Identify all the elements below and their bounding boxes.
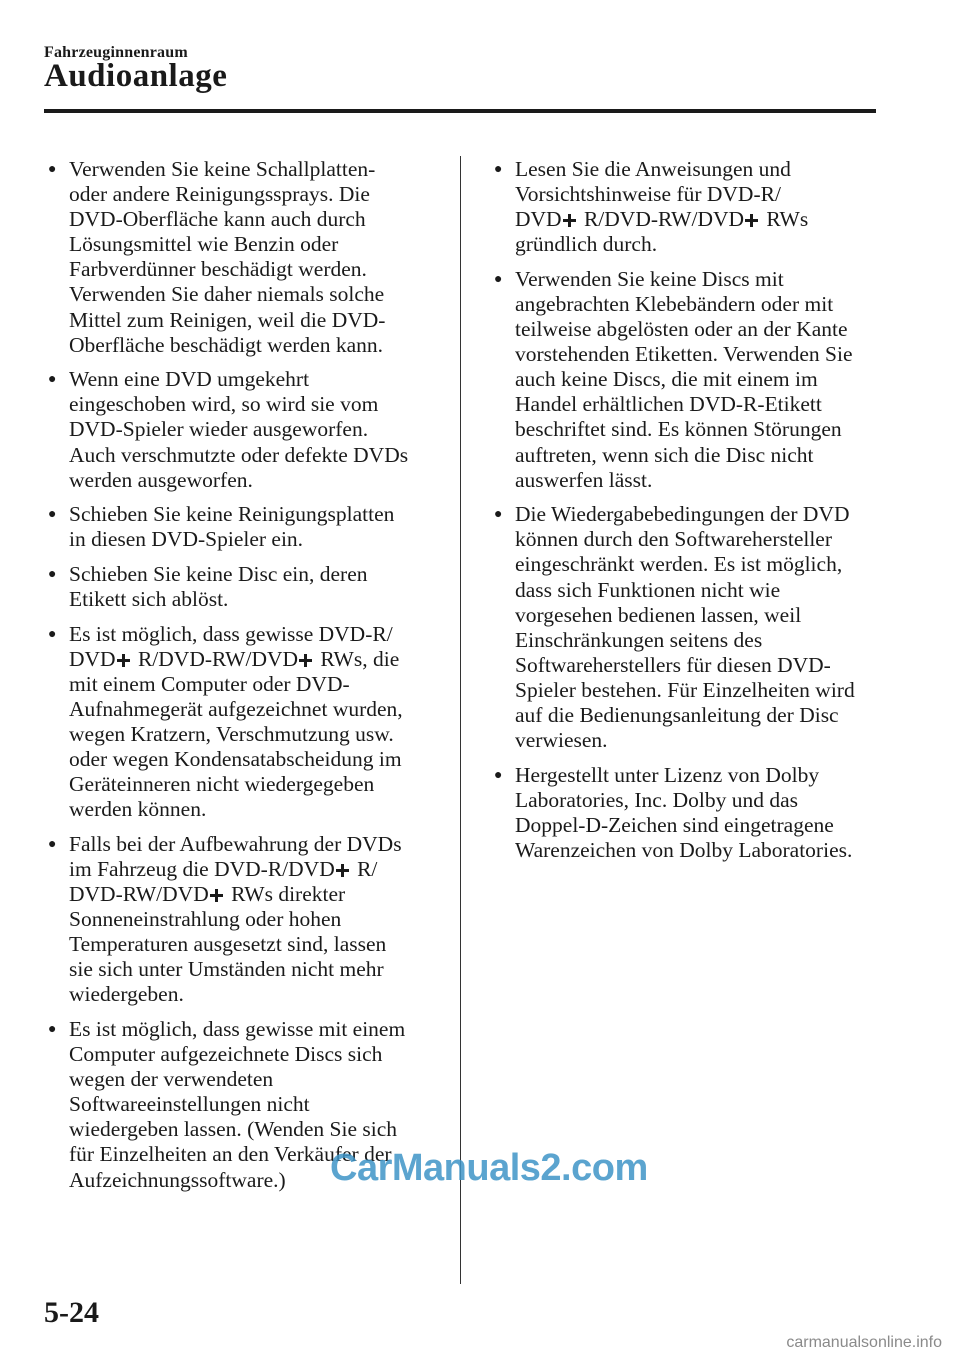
text-line: Wenn eine DVD umgekehrt: [69, 367, 310, 392]
bullet-item: [44, 367, 444, 492]
text-line: Handel erhältlichen DVD-R-Etikett: [515, 392, 822, 417]
plus-icon: [299, 654, 312, 667]
text-line: Spieler bestehen. Für Einzelheiten wird: [515, 677, 855, 702]
bullet-dot-icon: ●: [48, 1022, 57, 1037]
text-line: wegen der verwendeten: [69, 1067, 274, 1092]
text-line: vorstehenden Etiketten. Verwenden Sie: [515, 342, 853, 367]
bullet-dot-icon: ●: [48, 162, 57, 177]
text-line: sie sich unter Umständen nicht mehr: [69, 957, 384, 982]
right-column: [490, 157, 890, 873]
text-line: DVD R/DVD-RW/DVD RWs, die: [69, 646, 400, 671]
text-line: Verwenden Sie keine Schallplatten-: [69, 157, 376, 181]
text-line: Lösungsmittel wie Benzin oder: [69, 232, 339, 257]
text-line: beschriftet sind. Es können Störungen: [515, 417, 842, 442]
text-line: im Fahrzeug die DVD-R/DVD R/: [69, 856, 378, 881]
text-line: auch keine Discs, die mit einem im: [515, 367, 818, 392]
text-line: eingeschoben wird, so wird sie vom: [69, 392, 379, 417]
text-line: teilweise abgelösten oder an der Kante: [515, 317, 848, 342]
text-line: oder wegen Kondensatabscheidung im: [69, 747, 402, 772]
text-line: Aufzeichnungssoftware.): [69, 1167, 286, 1192]
bullet-dot-icon: ●: [494, 162, 503, 177]
text-line: eingeschränkt werden. Es ist möglich,: [515, 552, 843, 577]
text-line: werden können.: [69, 797, 207, 822]
text-line: Softwareeinstellungen nicht: [69, 1092, 310, 1117]
text-line: Einschränkungen seitens des: [515, 627, 763, 652]
text-line: Es ist möglich, dass gewisse DVD-R/: [69, 621, 393, 646]
bullet-dot-icon: ●: [48, 372, 57, 388]
text-line: für Einzelheiten an den Verkäufer der: [69, 1142, 392, 1167]
bullet-item: [490, 267, 890, 493]
bullet-item: [44, 562, 444, 612]
bullet-item: [490, 157, 890, 257]
text-line: Farbverdünner beschädigt werden.: [69, 257, 367, 282]
bullet-dot-icon: ●: [494, 271, 503, 287]
text-line: Laboratories, Inc. Dolby und das: [515, 787, 799, 812]
text-line: Computer aufgezeichnete Discs sich: [69, 1042, 383, 1067]
page-title: Audioanlage: [44, 58, 228, 94]
text-line: DVD-Oberfläche kann auch durch: [69, 207, 366, 232]
text-line: gründlich durch.: [515, 232, 658, 257]
plus-icon: [117, 654, 130, 667]
text-line: Auch verschmutzte oder defekte DVDs: [69, 442, 409, 467]
text-line: Sonneneinstrahlung oder hohen: [69, 907, 342, 932]
bullet-dot-icon: ●: [494, 767, 503, 783]
text-line: Etikett sich ablöst.: [69, 587, 229, 611]
bullet-dot-icon: ●: [48, 566, 57, 582]
text-line: Die Wiedergabebedingungen der DVD: [515, 502, 850, 527]
text-line: Es ist möglich, dass gewisse mit einem: [69, 1017, 406, 1041]
bullet-item: [490, 502, 890, 753]
text-line: können durch den Softwarehersteller: [515, 527, 833, 552]
text-line: Temperaturen ausgesetzt sind, lassen: [69, 932, 387, 957]
text-line: dass sich Funktionen nicht wie: [515, 577, 781, 602]
text-line: Aufnahmegerät aufgezeichnet wurden,: [69, 696, 403, 721]
text-line: auftreten, wenn sich die Disc nicht: [515, 442, 814, 467]
text-line: wiedergeben lassen. (Wenden Sie sich: [69, 1117, 398, 1142]
bullet-dot-icon: ●: [48, 626, 57, 642]
section-label: Fahrzeuginnenraum: [44, 44, 188, 61]
plus-icon: [563, 214, 576, 227]
text-line: wegen Kratzern, Verschmutzung usw.: [69, 721, 394, 746]
text-line: Softwareherstellers für diesen DVD-: [515, 652, 831, 677]
text-line: auswerfen lässt.: [515, 467, 653, 492]
text-line: werden ausgeworfen.: [69, 467, 253, 492]
text-line: vorgesehen bedienen lassen, weil: [515, 602, 802, 627]
text-line: oder andere Reinigungssprays. Die: [69, 182, 370, 207]
plus-icon: [336, 864, 349, 877]
bullet-item: [44, 622, 444, 823]
text-line: Vorsichtshinweise für DVD-R/: [515, 182, 781, 207]
bullet-item: [44, 502, 444, 552]
text-line: wiedergeben.: [69, 982, 184, 1007]
text-line: auf die Bedienungsanleitung der Disc: [515, 702, 839, 727]
text-line: verwiesen.: [515, 728, 608, 753]
text-line: DVD-RW/DVD RWs direkter: [69, 882, 346, 907]
page-number: 5-24: [44, 1296, 99, 1329]
text-line: Verwenden Sie daher niemals solche: [69, 282, 385, 307]
plus-icon: [745, 214, 758, 227]
bullet-item: [44, 832, 444, 1008]
bullet-item: [490, 763, 890, 863]
text-line: mit einem Computer oder DVD-: [69, 671, 350, 696]
plus-icon: [210, 889, 223, 902]
text-line: Hergestellt unter Lizenz von Dolby: [515, 762, 820, 787]
text-line: Geräteinneren nicht wiedergegeben: [69, 772, 375, 797]
watermark-carmanuals2[interactable]: CarManuals2.com: [330, 1147, 648, 1189]
bullet-dot-icon: ●: [48, 507, 57, 523]
watermark-carmanualsonline[interactable]: carmanualsonline.info: [786, 1334, 942, 1351]
text-line: DVD-Spieler wieder ausgeworfen.: [69, 417, 369, 442]
text-line: Doppel-D-Zeichen sind eingetragene: [515, 812, 834, 837]
bullet-dot-icon: ●: [494, 507, 503, 523]
text-line: Schieben Sie keine Reinigungsplatten: [69, 502, 395, 527]
left-column: [44, 157, 444, 1202]
text-line: Schieben Sie keine Disc ein, deren: [69, 561, 368, 586]
bullet-item: [44, 157, 444, 358]
column-divider: [460, 156, 461, 1284]
text-line: Oberfläche beschädigt werden kann.: [69, 332, 383, 357]
text-line: Mittel zum Reinigen, weil die DVD-: [69, 307, 386, 332]
text-line: Falls bei der Aufbewahrung der DVDs: [69, 831, 402, 856]
text-line: Verwenden Sie keine Discs mit: [515, 266, 784, 291]
text-line: DVD R/DVD-RW/DVD RWs: [515, 207, 809, 232]
header-divider: [44, 109, 876, 113]
bullet-dot-icon: ●: [48, 836, 57, 852]
text-line: Warenzeichen von Dolby Laboratories.: [515, 837, 853, 862]
text-line: Lesen Sie die Anweisungen und: [515, 157, 791, 181]
text-line: in diesen DVD-Spieler ein.: [69, 527, 304, 552]
text-line: angebrachten Klebebändern oder mit: [515, 291, 834, 316]
